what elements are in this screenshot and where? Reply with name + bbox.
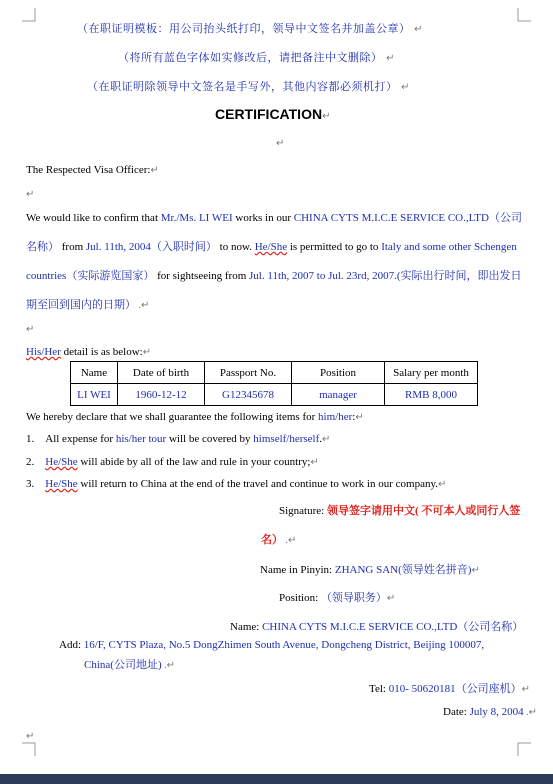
table-cell: LI WEI — [71, 384, 118, 406]
table-header-cell: Passport No. — [205, 362, 292, 384]
table-header-cell: Position — [292, 362, 385, 384]
crop-mark-bottom-right — [517, 742, 531, 756]
table-header-cell: Salary per month — [385, 362, 478, 384]
paragraph-mark: ↵ — [26, 189, 35, 200]
document-date: Date: July 8, 2004 .↵ — [443, 706, 538, 718]
details-intro: His/Her detail is as below:↵ — [26, 346, 152, 358]
crop-mark-top-left — [22, 8, 36, 22]
guarantee-item-1: 1. All expense for his/her tour will be covered by himself/herself.↵ — [26, 433, 331, 445]
crop-mark-bottom-left — [22, 742, 36, 756]
declaration-line: We hereby declare that we shall guarantee the following items for him/her:↵ — [26, 411, 364, 423]
body-line-2: 名称） from Jul. 11th, 2004（入职时间） to now. He/She is permitted to go to Italy and some other Schengen — [26, 241, 517, 253]
crop-mark-top-right — [517, 8, 531, 22]
name-in-pinyin: Name in Pinyin: ZHANG SAN(领导姓名拼音)↵ — [260, 564, 480, 576]
template-notice-3: （在职证明除领导中文签名是手写外，其他内容都必须机打） ↵ — [87, 80, 411, 93]
paragraph-mark: ↵ — [26, 324, 35, 335]
company-address-line-1: Add: 16/F, CYTS Plaza, No.5 DongZhimen South Avenue, Dongcheng District, Beijing 100007, — [59, 639, 485, 651]
template-notice-1: （在职证明模板：用公司抬头纸打印，领导中文签名并加盖公章） ↵ — [77, 22, 424, 35]
table-header-cell: Name — [71, 362, 118, 384]
body-line-3: countries（实际游览国家） for sightseeing from Jul. 11th, 2007 to Jul. 23rd, 2007.(实际出行时间，即出发日 — [26, 270, 522, 282]
company-address-line-2: China(公司地址) .↵ — [84, 659, 175, 671]
paragraph-mark: ↵ — [26, 731, 35, 742]
document-title: CERTIFICATION↵ — [215, 106, 331, 122]
company-name: Name: CHINA CYTS M.I.C.E SERVICE CO.,LTD（公司名称） — [230, 621, 524, 633]
table-cell: manager — [292, 384, 385, 406]
signature-line: Signature: 领导签字请用中文( 不可本人或同行人签 — [279, 505, 521, 517]
body-line-1: We would like to confirm that Mr./Ms. LI WEI works in our CHINA CYTS M.I.C.E SERVICE CO.,LTD（公司 — [26, 212, 522, 224]
signer-position: Position: （领导职务）↵ — [279, 592, 396, 604]
table-header-row — [71, 362, 478, 384]
salutation: The Respected Visa Officer:↵ — [26, 164, 159, 176]
details-table — [70, 361, 478, 406]
signature-line-2: 名） .↵ — [261, 534, 297, 546]
guarantee-item-3: 3. He/She will return to China at the end of the travel and continue to work in our company.↵ — [26, 478, 447, 490]
paragraph-mark: ↵ — [276, 138, 285, 149]
window-bottom-bar — [0, 774, 553, 784]
table-cell: 1960-12-12 — [118, 384, 205, 406]
body-line-4: 期至回到国内的日期） .↵ — [26, 299, 150, 311]
guarantee-item-2: 2. He/She will abide by all of the law and rule in your country;↵ — [26, 456, 319, 468]
table-row — [71, 384, 478, 406]
table-cell: RMB 8,000 — [385, 384, 478, 406]
company-telephone: Tel: 010- 50620181（公司座机）↵ — [369, 683, 531, 695]
table-header-cell: Date of birth — [118, 362, 205, 384]
table-cell: G12345678 — [205, 384, 292, 406]
template-notice-2: （将所有蓝色字体如实修改后，请把备注中文删除） ↵ — [118, 51, 396, 64]
